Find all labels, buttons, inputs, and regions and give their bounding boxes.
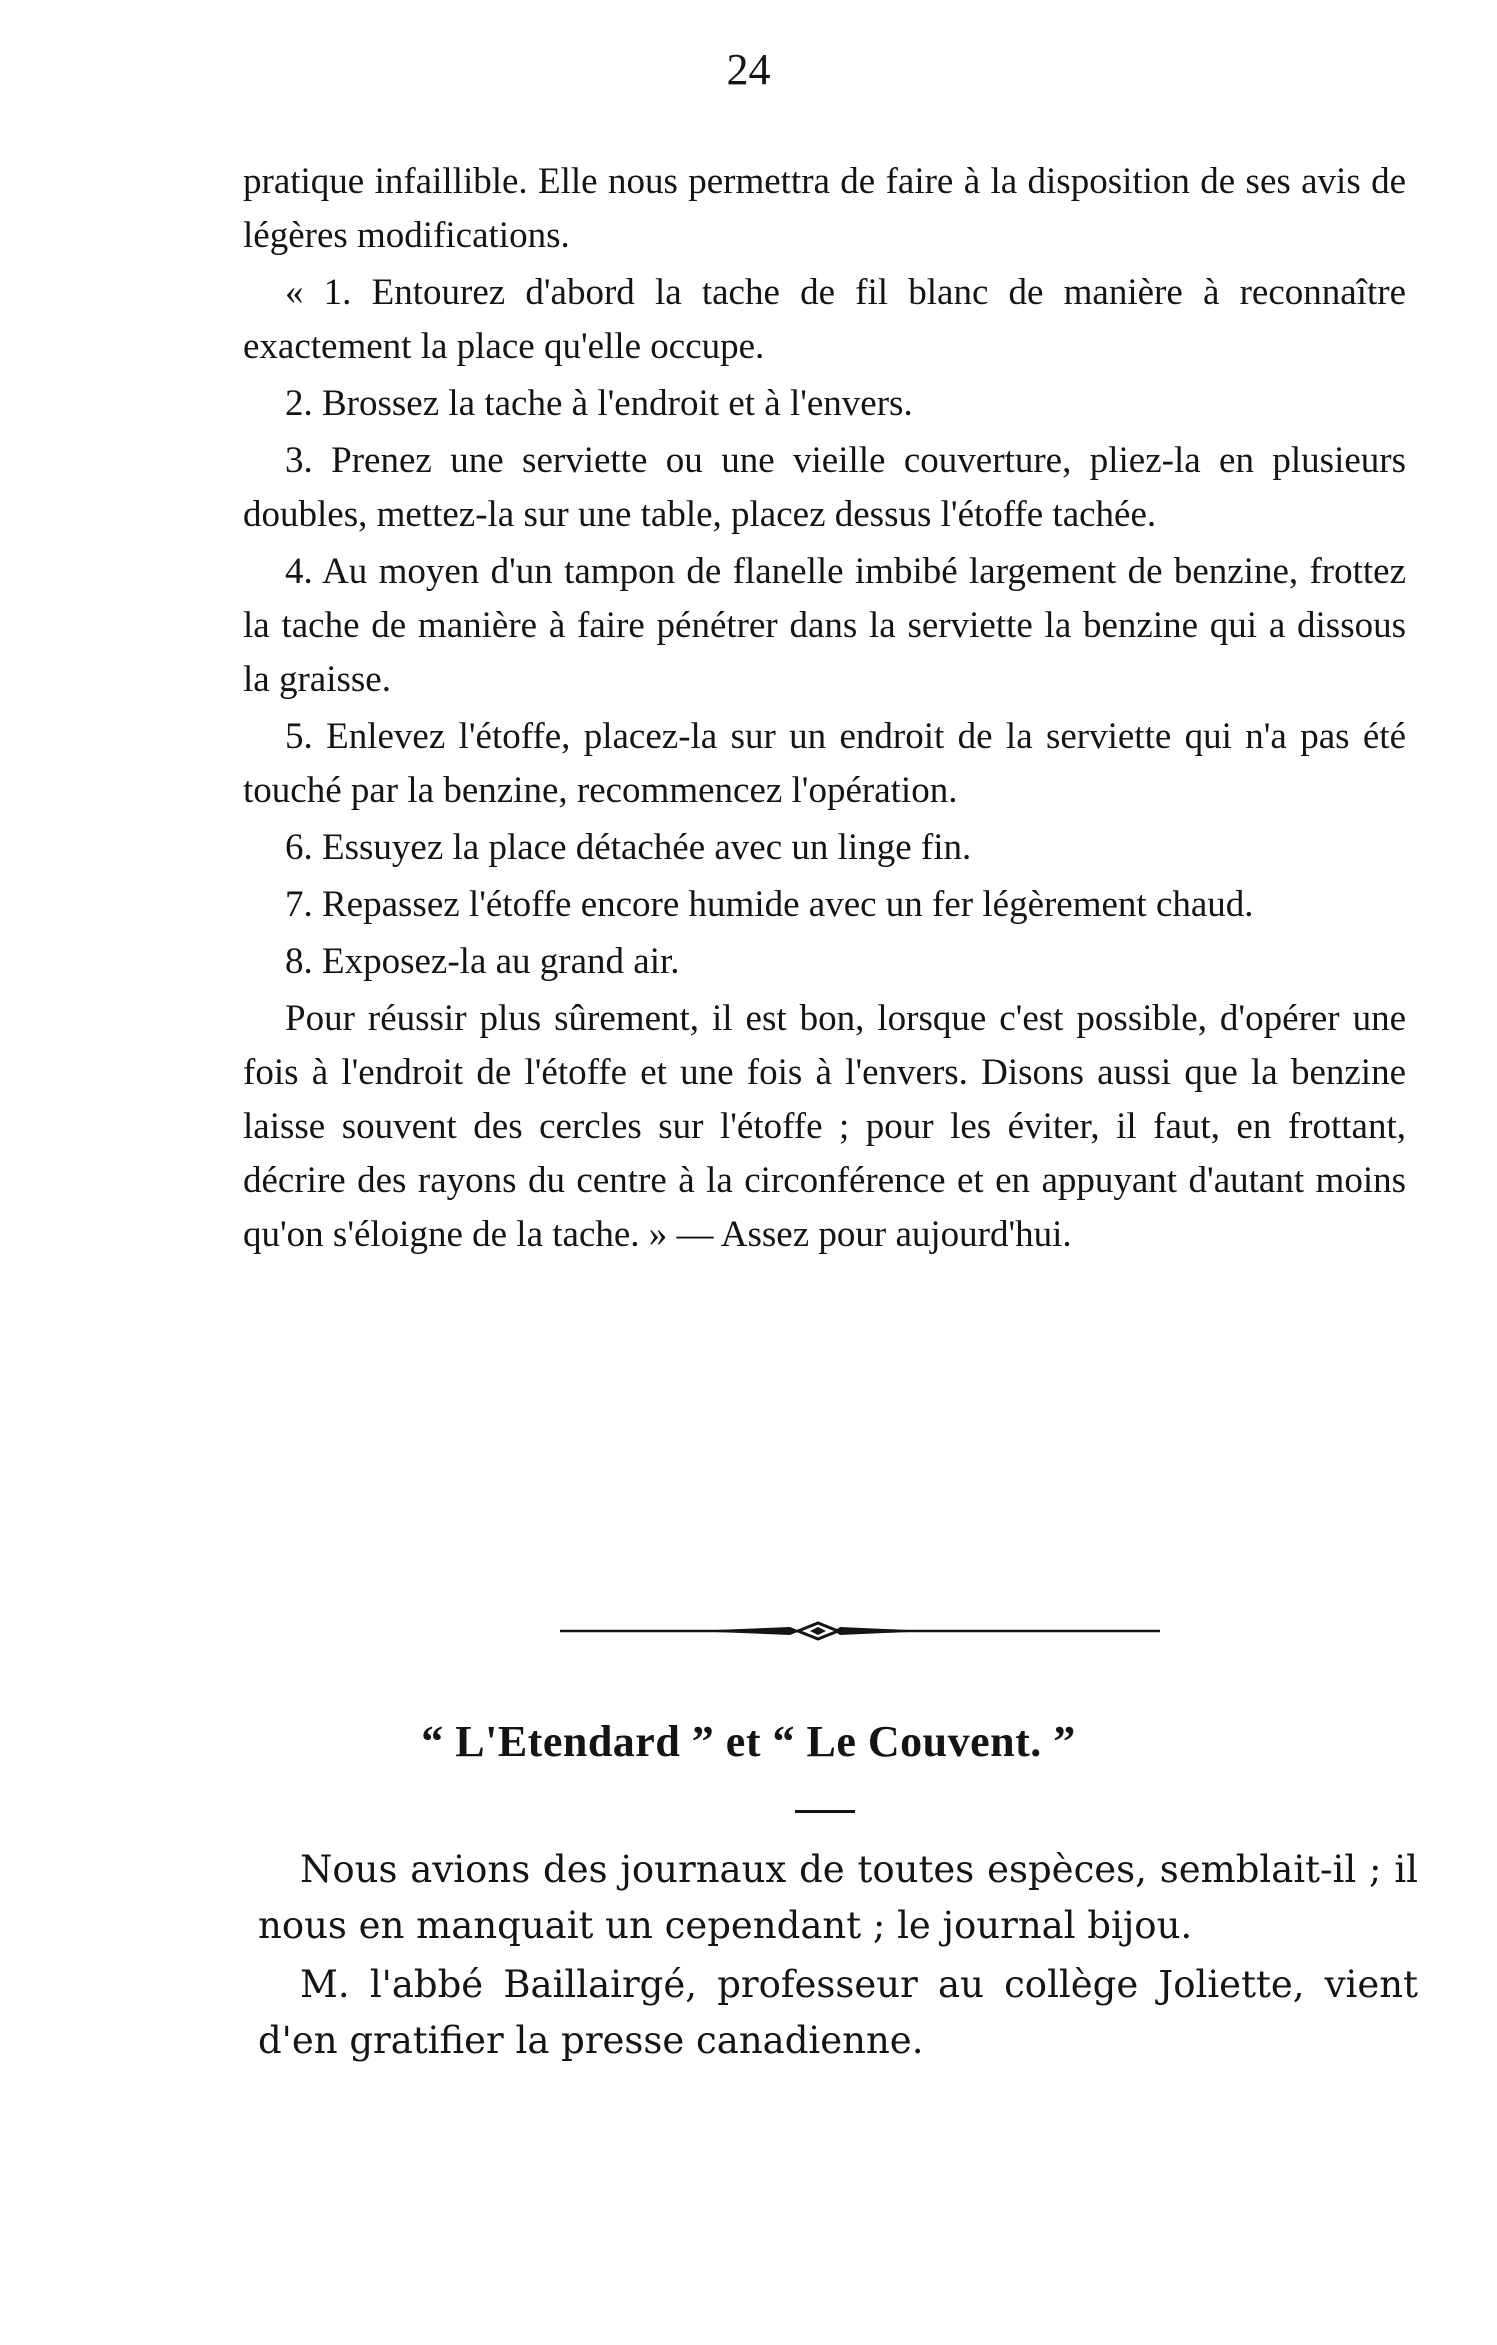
- section-body: [258, 1842, 1418, 2072]
- ornament-divider: [560, 1617, 1160, 1645]
- section-paragraph: M. l'abbé Baillairgé, professeur au collège Joliette, vient d'en gratifier la presse canadienne.: [258, 1963, 1418, 2062]
- body-paragraph: 3. Prenez une serviette ou une vieille couverture, pliez-la en plusieurs doubles, mettez-la sur une table, placez dessus l'étoffe tachée.: [243, 440, 1406, 535]
- body-paragraph: 2. Brossez la tache à l'endroit et à l'envers.: [285, 383, 913, 424]
- section-paragraph: Nous avions des journaux de toutes espèces, semblait-il ; il nous en manquait un cependant ; le journal bijou.: [258, 1848, 1418, 1947]
- body-paragraph: Pour réussir plus sûrement, il est bon, lorsque c'est possible, d'opérer une fois à l'endroit de l'étoffe et une fois à l'envers. Disons aussi que la benzine laisse souvent des cercles sur l'étoffe ; pour les éviter, il faut, en frottant, décrire des rayons du centre à la circonférence et en appuyant d'autant moins qu'on s'éloigne de la tache. » — Assez pour aujourd'hui.: [243, 998, 1406, 1255]
- body-paragraph: 7. Repassez l'étoffe encore humide avec un fer légèrement chaud.: [285, 884, 1254, 925]
- body-text: [243, 155, 1406, 1265]
- body-paragraph: 6. Essuyez la place détachée avec un linge fin.: [285, 827, 972, 868]
- body-paragraph: 8. Exposez-la au grand air.: [285, 941, 680, 982]
- body-paragraph: « 1. Entourez d'abord la tache de fil blanc de manière à reconnaître exactement la place qu'elle occupe.: [243, 272, 1406, 367]
- body-paragraph: pratique infaillible. Elle nous permettra de faire à la disposition de ses avis de légères modifications.: [243, 161, 1406, 256]
- body-paragraph: 5. Enlevez l'étoffe, placez-la sur un endroit de la serviette qui n'a pas été touché par la benzine, recommencez l'opération.: [243, 716, 1406, 811]
- body-paragraph: 4. Au moyen d'un tampon de flanelle imbibé largement de benzine, frottez la tache de manière à faire pénétrer dans la serviette la benzine qui a dissous la graisse.: [243, 551, 1406, 700]
- title-rule: [795, 1810, 855, 1813]
- page-number: 24: [726, 45, 771, 94]
- section-title: “ L'Etendard ” et “ Le Couvent. ”: [421, 1717, 1076, 1766]
